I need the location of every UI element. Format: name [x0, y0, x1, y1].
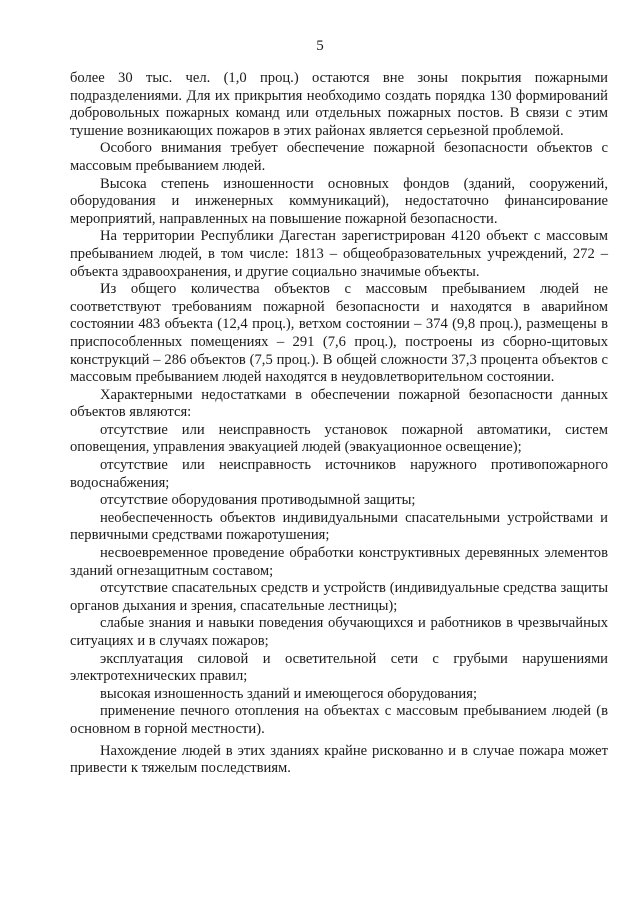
list-item: эксплуатация силовой и осветительной сети с грубыми нарушениями электротехнических правил;	[70, 650, 608, 685]
paragraph: Нахождение людей в этих зданиях крайне рискованно и в случае пожара может привести к тяжелым последствиям.	[70, 742, 608, 777]
list-item: слабые знания и навыки поведения обучающихся и работников в чрезвычайных ситуациях и в случаях пожаров;	[70, 615, 608, 649]
list-item: отсутствие спасательных средств и устройств (индивидуальные средства защиты органов дыхания и зрения, спасательные лестницы);	[70, 580, 608, 614]
list-item: отсутствие оборудования противодымной защиты;	[100, 492, 416, 509]
paragraph: Из общего количества объектов с массовым пребыванием людей не соответствуют требованиям пожарной безопасности и находятся в аварийном состоянии 483 объекта (12,4 проц.), ветхом состоянии – 374 (9,8 проц.), размещены в приспособленных помещениях – 291 (7,6 проц.), построены из сборно-щитовых конструкций – 286 объектов (7,5 проц.). В общей сложности 37,3 процента объектов с массовым пребыванием людей находятся в неудовлетворительном состоянии.	[70, 281, 608, 386]
list-item: отсутствие или неисправность источников наружного противопожарного водоснабжения;	[70, 457, 608, 491]
paragraph: Особого внимания требует обеспечение пожарной безопасности объектов с массовым пребыванием людей.	[70, 140, 608, 174]
list-item: высокая изношенность зданий и имеющегося оборудования;	[100, 685, 477, 702]
paragraph: На территории Республики Дагестан зарегистрирован 4120 объект с массовым пребыванием людей, в том числе: 1813 – общеобразовательных учреждений, 272 – объекта здравоохранения, и другие социально значимые объекты.	[70, 228, 608, 280]
paragraph-continued: более 30 тыс. чел. (1,0 проц.) остаются вне зоны покрытия пожарными подразделениями. Для их прикрытия необходимо создать порядка 130 формирований добровольных пожарных команд или отдельных пожарных постов. В связи с этим тушение возникающих пожаров в этих районах является серьезной проблемой.	[70, 70, 608, 139]
list-item: отсутствие или неисправность установок пожарной автоматики, систем оповещения, управления эвакуацией людей (эвакуационное освещение);	[70, 421, 608, 456]
list-item: применение печного отопления на объектах с массовым пребыванием людей (в основном в горной местности).	[70, 703, 608, 737]
document-body	[70, 70, 608, 778]
page-number: 5	[316, 38, 324, 54]
paragraph: Характерными недостатками в обеспечении пожарной безопасности данных объектов являются:	[70, 386, 608, 421]
list-item: необеспеченность объектов индивидуальными спасательными устройствами и первичными средствами пожаротушения;	[70, 509, 608, 544]
paragraph: Высока степень изношенности основных фондов (зданий, сооружений, оборудования и инженерных коммуникаций), недостаточно финансирование мероприятий, направленных на повышение пожарной безопасности.	[70, 175, 608, 227]
list-item: несвоевременное проведение обработки конструктивных деревянных элементов зданий огнезащитным составом;	[70, 545, 608, 579]
